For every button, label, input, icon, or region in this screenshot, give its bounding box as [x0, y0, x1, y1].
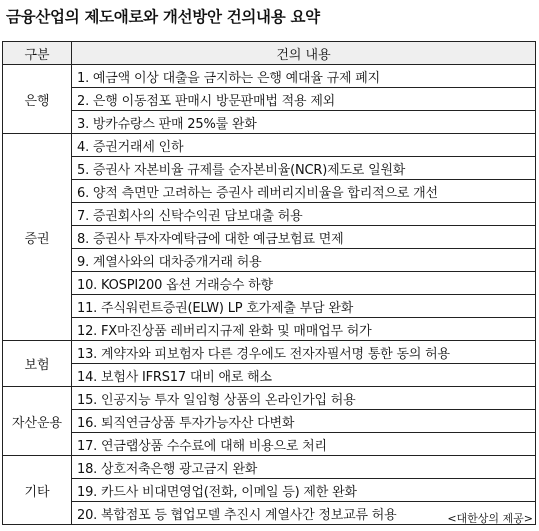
table-row	[3, 456, 536, 479]
category-cell: 보험	[3, 341, 72, 387]
item-cell: 14. 보험사 IFRS17 대비 애로 해소	[72, 364, 536, 387]
item-cell: 4. 증권거래세 인하	[72, 134, 536, 157]
table-row	[3, 111, 536, 134]
table-row	[3, 65, 536, 88]
item-cell: 6. 양적 측면만 고려하는 증권사 레버리지비율을 합리적으로 개선	[72, 180, 536, 203]
table-row	[3, 341, 536, 364]
item-cell: 17. 연금랩상품 수수료에 대해 비용으로 처리	[72, 433, 536, 456]
item-cell: 13. 계약자와 피보험자 다른 경우에도 전자자필서명 통한 동의 허용	[72, 341, 536, 364]
item-cell: 20. 복합점포 등 협업모델 추진시 계열사간 정보교류 허용	[72, 502, 536, 525]
item-cell: 12. FX마진상품 레버리지규제 완화 및 매매업무 허가	[72, 318, 536, 341]
item-cell: 10. KOSPI200 옵션 거래승수 하향	[72, 272, 536, 295]
table-row	[3, 226, 536, 249]
header-content: 건의 내용	[72, 42, 536, 65]
page-title: 금융산업의 제도애로와 개선방안 건의내용 요약	[6, 8, 320, 26]
proposal-table	[2, 41, 536, 525]
table-row	[3, 272, 536, 295]
item-cell: 18. 상호저축은행 광고금지 완화	[72, 456, 536, 479]
category-cell: 은행	[3, 65, 72, 134]
category-cell: 기타	[3, 456, 72, 525]
item-cell: 3. 방카슈랑스 판매 25%룰 완화	[72, 111, 536, 134]
table-row	[3, 364, 536, 387]
header-category: 구분	[3, 42, 72, 65]
table-header-row	[3, 42, 536, 65]
item-cell: 2. 은행 이동점포 판매시 방문판매법 적용 제외	[72, 88, 536, 111]
table-row	[3, 318, 536, 341]
table-row	[3, 157, 536, 180]
item-cell: 19. 카드사 비대면영업(전화, 이메일 등) 제한 완화	[72, 479, 536, 502]
item-cell: 8. 증권사 투자자예탁금에 대한 예금보험료 면제	[72, 226, 536, 249]
category-cell: 자산운용	[3, 387, 72, 456]
item-cell: 9. 계열사와의 대차중개거래 허용	[72, 249, 536, 272]
source-credit: <대한상의 제공>	[447, 512, 533, 525]
table-row	[3, 479, 536, 502]
item-cell: 7. 증권회사의 신탁수익권 담보대출 허용	[72, 203, 536, 226]
table-row	[3, 134, 536, 157]
item-cell: 11. 주식워런트증권(ELW) LP 호가제출 부담 완화	[72, 295, 536, 318]
table-row	[3, 387, 536, 410]
item-cell: 15. 인공지능 투자 일임형 상품의 온라인가입 허용	[72, 387, 536, 410]
table-row	[3, 203, 536, 226]
item-cell: 16. 퇴직연금상품 투자가능자산 다변화	[72, 410, 536, 433]
table-row	[3, 249, 536, 272]
table-row	[3, 180, 536, 203]
category-cell: 증권	[3, 134, 72, 341]
table-row	[3, 295, 536, 318]
table-row	[3, 88, 536, 111]
item-cell: 5. 증권사 자본비율 규제를 순자본비율(NCR)제도로 일원화	[72, 157, 536, 180]
item-cell: 1. 예금액 이상 대출을 금지하는 은행 예대율 규제 폐지	[72, 65, 536, 88]
table-row	[3, 433, 536, 456]
table-row	[3, 410, 536, 433]
